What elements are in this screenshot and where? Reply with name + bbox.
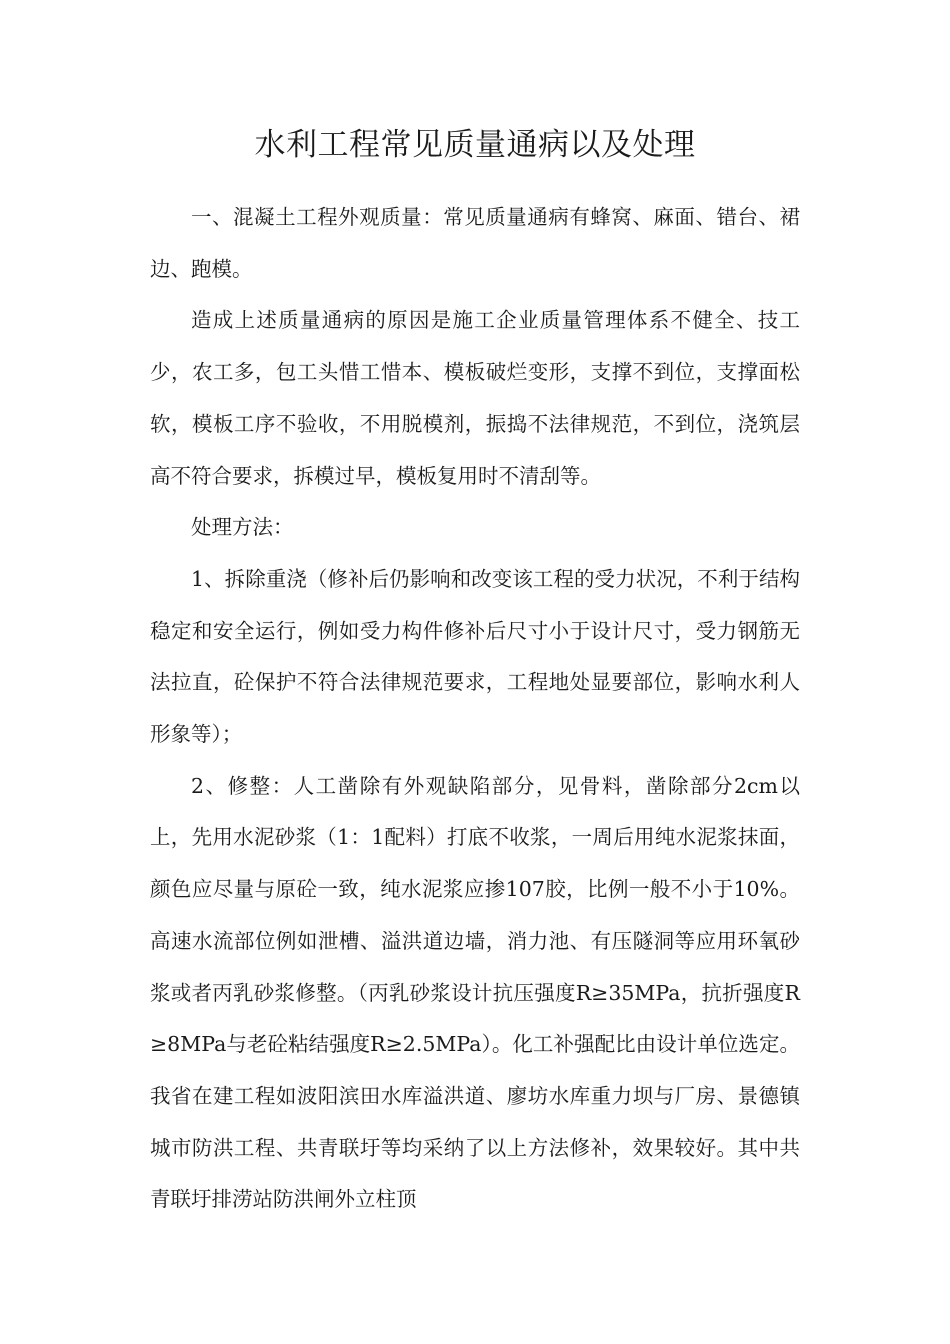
paragraph-causes: 造成上述质量通病的原因是施工企业质量管理体系不健全、技工少，农工多，包工头惜工惜本、模板破烂变形，支撑不到位，支撑面松软，模板工序不验收，不用脱模剂，振捣不法律规范，不到位，浇筑层高不符合要求，拆模过早，模板复用时不清刮等。	[150, 308, 800, 488]
document-title: 水利工程常见质量通病以及处理	[254, 127, 696, 163]
paragraph-concrete-defects: 一、混凝土工程外观质量：常见质量通病有蜂窝、麻面、错台、裙边、跑模。	[150, 205, 800, 281]
document-body	[150, 192, 800, 1226]
paragraph-treatment-heading: 处理方法：	[191, 515, 294, 540]
paragraph-method-repair: 2、修整：人工凿除有外观缺陷部分，见骨料，凿除部分2cm以上，先用水泥砂浆（1：1配料）打底不收浆，一周后用纯水泥浆抹面，颜色应尽量与原砼一致，纯水泥浆应掺107胶，比例一般不小于10%。高速水流部位例如泄槽、溢洪道边墙，消力池、有压隧洞等应用环氧砂浆或者丙乳砂浆修整。（丙乳砂浆设计抗压强度R≥35MPa，抗折强度R≥8MPa与老砼粘结强度R≥2.5MPa）。化工补强配比由设计单位选定。我省在建工程如波阳滨田水库溢洪道、廖坊水库重力坝与厂房、景德镇城市防洪工程、共青联圩等均采纳了以上方法修补，效果较好。其中共青联圩排涝站防洪闸外立柱顶	[150, 773, 800, 1212]
paragraph-method-demolish: 1、拆除重浇（修补后仍影响和改变该工程的受力状况，不利于结构稳定和安全运行，例如受力构件修补后尺寸小于设计尺寸，受力钢筋无法拉直，砼保护不符合法律规范要求，工程地处显要部位，影响水利人形象等）；	[150, 566, 800, 747]
